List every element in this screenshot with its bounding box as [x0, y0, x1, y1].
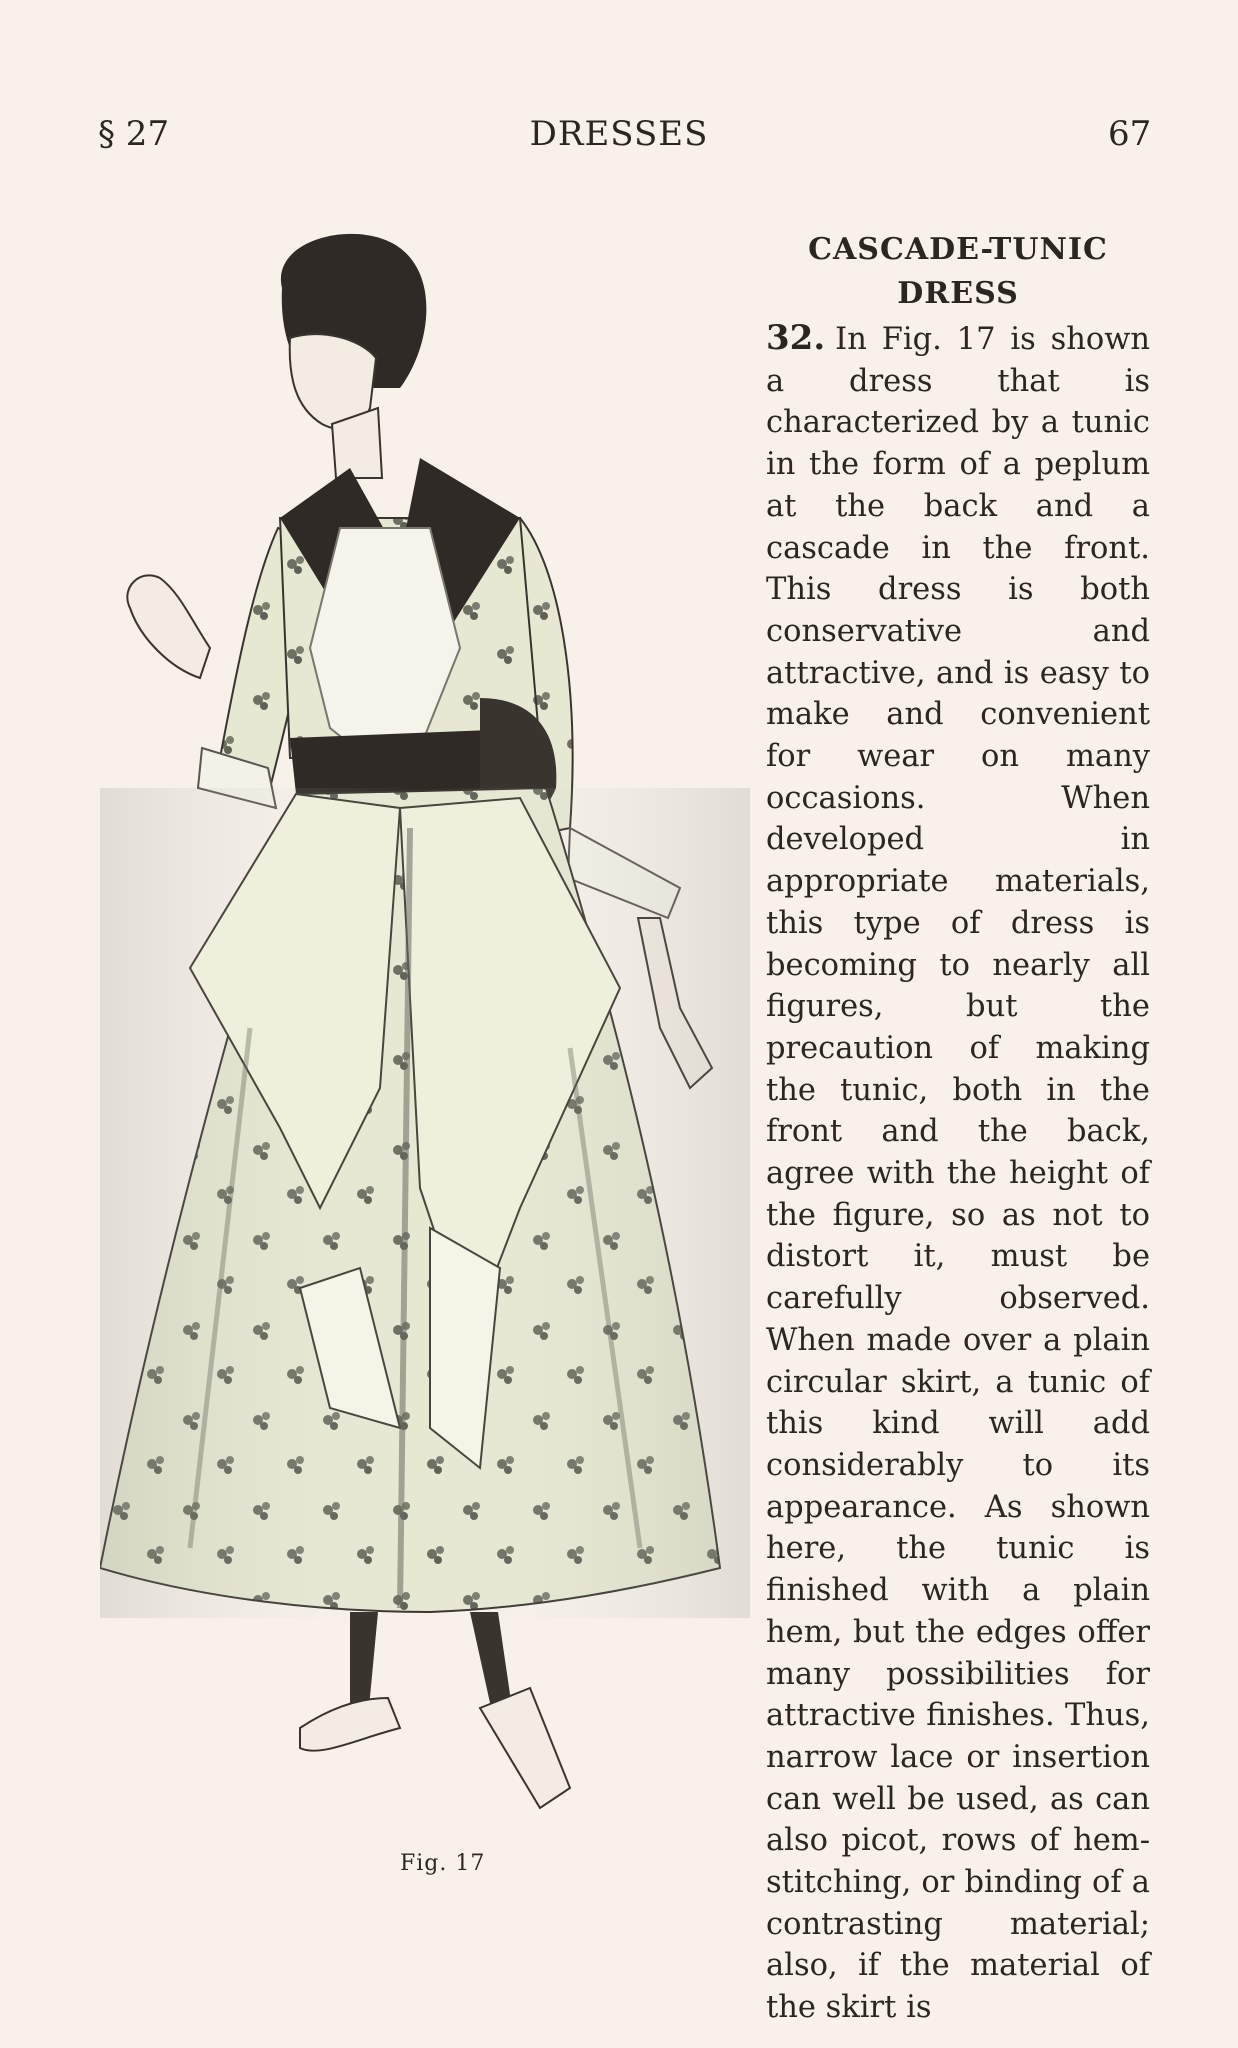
- dress-illustration: [100, 228, 750, 1848]
- dress-illustration-icon: [100, 228, 750, 1848]
- running-title: DRESSES: [529, 114, 709, 154]
- section-heading: [766, 228, 1150, 316]
- heading-line-1: CASCADE-TUNIC: [808, 232, 1108, 267]
- section-marker: § 27: [98, 114, 170, 154]
- heading-line-2: DRESS: [897, 276, 1019, 311]
- text-column: [766, 228, 1150, 2029]
- paragraph-number: 32.: [766, 318, 826, 358]
- figure-caption: Fig. 17: [400, 1851, 486, 1876]
- page-number: 67: [1108, 114, 1152, 154]
- paragraph: [766, 318, 1150, 2029]
- paragraph-text: In Fig. 17 is shown a dress that is characterized by a tunic in the form of a peplum at the back and a cascade in the front. This dress is both conservative and attractive, and is easy to make and convenient for wear on many occasions. When developed in appropriate materials, this type of dress is becoming to nearly all figures, but the precaution of making the tunic, both in the front and the back, agree with the height of the figure, so as not to distort it, must be carefully observed. When made over a plain circular skirt, a tunic of this kind will add considerably to its appearance. As shown here, the tunic is finished with a plain hem, but the edges offer many possibilities for attractive finishes. Thus, narrow lace or insertion can well be used, as can also picot, rows of hem-stitching, or binding of a contrasting material; also, if the material of the skirt is: [766, 322, 1150, 2026]
